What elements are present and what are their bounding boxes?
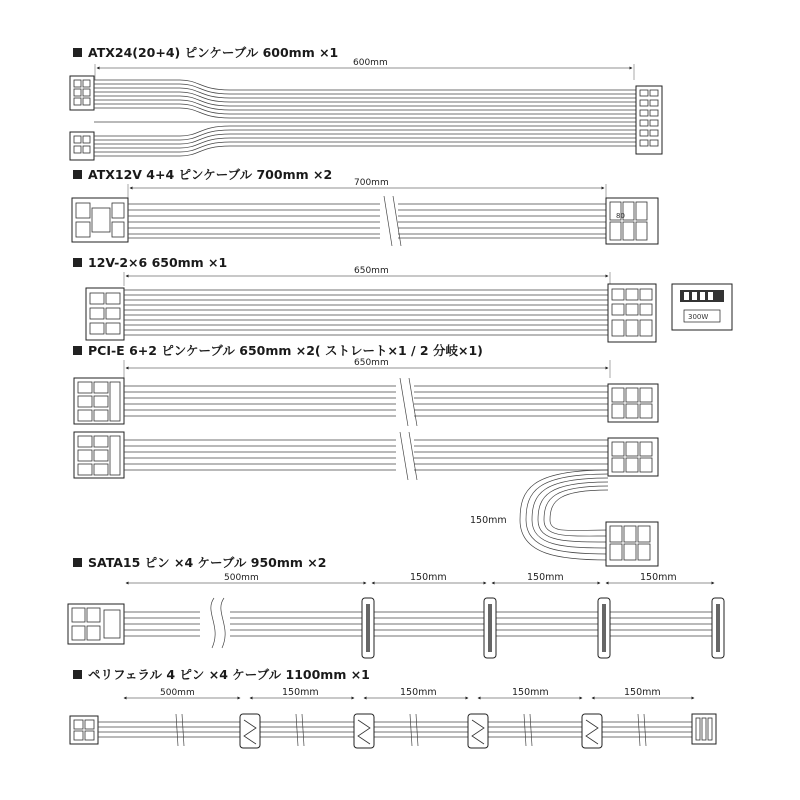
atx12v-wires bbox=[128, 196, 606, 246]
section-marker bbox=[73, 558, 82, 567]
sata-wires bbox=[124, 598, 716, 648]
12v2x6-left-connector bbox=[86, 288, 124, 340]
dimension-label: 600mm bbox=[353, 58, 388, 68]
section-marker bbox=[73, 670, 82, 679]
pcie-branch-wires bbox=[520, 470, 608, 560]
section-title: 12V-2×6 650mm ×1 bbox=[88, 255, 228, 270]
pcie-split-left-connector bbox=[74, 432, 124, 478]
dimension-label: 500mm bbox=[160, 688, 195, 698]
badge-label: 300W bbox=[688, 313, 709, 321]
12v2x6-wires bbox=[124, 290, 608, 335]
pcie-straight-right-connector bbox=[608, 384, 658, 422]
sata-connector bbox=[484, 598, 496, 658]
300w-badge bbox=[672, 284, 732, 330]
section-atx12v bbox=[72, 167, 658, 246]
section-title: SATA15 ピン ×4 ケーブル 950mm ×2 bbox=[88, 555, 327, 570]
peripheral-connector bbox=[582, 714, 602, 748]
section-title: PCI-E 6+2 ピンケーブル 650mm ×2( ストレート×1 / 2 分岐×1) bbox=[88, 343, 483, 358]
section-pcie bbox=[73, 343, 658, 566]
dimension-label: 150mm bbox=[640, 572, 677, 583]
peripheral-wires bbox=[98, 714, 692, 746]
section-title: ペリフェラル 4 ピン ×4 ケーブル 1100mm ×1 bbox=[88, 667, 370, 682]
dimension-label: 150mm bbox=[624, 687, 661, 698]
sata-connector bbox=[712, 598, 724, 658]
section-atx24 bbox=[70, 45, 662, 160]
connector-label: 80 bbox=[616, 212, 625, 220]
section-sata bbox=[68, 555, 724, 658]
pcie-straight-left-connector bbox=[74, 378, 124, 424]
pcie-branch-connector bbox=[606, 522, 658, 566]
dimension-label: 700mm bbox=[354, 178, 389, 188]
pcie-straight-wires bbox=[124, 378, 608, 426]
section-marker bbox=[73, 258, 82, 267]
sata-connector bbox=[598, 598, 610, 658]
pcie-split-wires bbox=[124, 432, 608, 480]
atx24-left-connector bbox=[70, 76, 94, 110]
dimension-label: 150mm bbox=[410, 572, 447, 583]
atx24-wires bbox=[94, 80, 636, 156]
section-peripheral bbox=[70, 667, 716, 748]
sata-connector bbox=[362, 598, 374, 658]
section-marker bbox=[73, 346, 82, 355]
dimension-label: 150mm bbox=[527, 572, 564, 583]
atx12v-right-connector bbox=[606, 198, 658, 244]
section-title: ATX24(20+4) ピンケーブル 600mm ×1 bbox=[88, 45, 339, 60]
dimension-label: 150mm bbox=[282, 687, 319, 698]
dimension-label: 150mm bbox=[400, 687, 437, 698]
dimension-label: 650mm bbox=[354, 358, 389, 368]
section-marker bbox=[73, 48, 82, 57]
dimension-label: 150mm bbox=[512, 687, 549, 698]
dimension-label: 500mm bbox=[224, 573, 259, 583]
peripheral-connector bbox=[468, 714, 488, 748]
section-title: ATX12V 4+4 ピンケーブル 700mm ×2 bbox=[88, 167, 333, 182]
section-12v2x6 bbox=[73, 255, 732, 342]
pcie-split-right-connector bbox=[608, 438, 658, 476]
atx24-right-connector bbox=[636, 86, 662, 154]
peripheral-end-connector bbox=[692, 714, 716, 744]
atx12v-left-connector bbox=[72, 198, 128, 242]
peripheral-psu-connector bbox=[70, 716, 98, 744]
atx24-left-connector-4pin bbox=[70, 132, 94, 160]
12v2x6-right-connector bbox=[608, 284, 656, 342]
branch-dimension-label: 150mm bbox=[470, 515, 507, 526]
peripheral-connector bbox=[240, 714, 260, 748]
peripheral-connector bbox=[354, 714, 374, 748]
section-marker bbox=[73, 170, 82, 179]
dimension-label: 650mm bbox=[354, 266, 389, 276]
sata-psu-connector bbox=[68, 604, 124, 644]
